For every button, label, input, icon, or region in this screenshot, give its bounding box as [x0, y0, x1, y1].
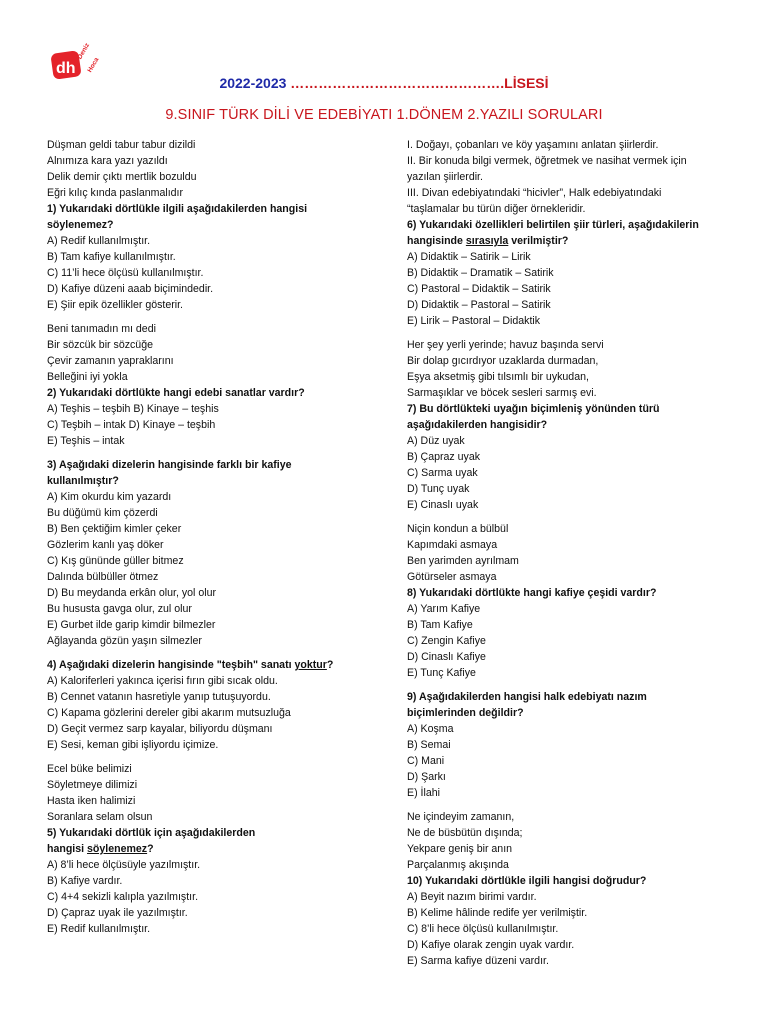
option: D) Kafiye olarak zengin uyak vardır.	[407, 939, 575, 951]
option: E) Tunç Kafiye	[407, 667, 476, 679]
option-line: E) Gurbet ilde garip kimdir bilmezler	[47, 619, 216, 631]
poem-line: Delik demir çıktı mertlik bozuldu	[47, 171, 197, 183]
option-line: Bu düğümü kim çözerdi	[47, 507, 158, 519]
option: A) Koşma	[407, 723, 454, 735]
question-7: 7) Bu dörtlükteki uyağın biçimleniş yönünden türü	[407, 403, 660, 415]
question-1: 1) Yukarıdaki dörtlükle ilgili aşağıdakilerden hangisi	[47, 203, 308, 215]
option: D) Çapraz uyak ile yazılmıştır.	[47, 907, 188, 919]
option: B) Semai	[407, 739, 451, 751]
poem-line: Ben yarimden ayrılmam	[407, 555, 519, 567]
statement-line: yazılan şiirlerdir.	[407, 171, 483, 183]
statement-line: II. Bir konuda bilgi vermek, öğretmek ve nasihat vermek için	[407, 155, 687, 167]
statement-line: III. Divan edebiyatındaki “hicivler”, Halk edebiyatındaki	[407, 187, 662, 199]
svg-text:Hoca: Hoca	[86, 56, 101, 74]
option-line: Gözlerim kanlı yaş döker	[47, 539, 164, 551]
school-year: 2022-2023	[219, 75, 287, 91]
poem-line: Söyletmeye dilimizi	[47, 779, 138, 791]
option: E) Şiir epik özellikler gösterir.	[47, 299, 183, 311]
option: B) Tam Kafiye	[407, 619, 473, 631]
poem-line: Bir sözcük bir sözcüğe	[47, 339, 153, 351]
poem-line: Ecel büke belimizi	[47, 763, 132, 775]
school-suffix: .LİSESİ	[500, 75, 549, 91]
option-line: Bu hususta gavga olur, zul olur	[47, 603, 192, 615]
option: D) Kafiye düzeni aaab biçimindedir.	[47, 283, 214, 295]
option: E) Lirik – Pastoral – Didaktik	[407, 315, 541, 327]
question-1-cont: söylenemez?	[47, 219, 114, 231]
poem-line: Ne de büsbütün dışında;	[407, 827, 523, 839]
option: C) 4+4 sekizli kalıpla yazılmıştır.	[47, 891, 199, 903]
question-9-cont: biçimlerinden değildir?	[407, 707, 524, 719]
option: D) Geçit vermez sarp kayalar, biliyordu düşmanı	[47, 723, 273, 735]
poem-line: Parçalanmış akışında	[407, 859, 509, 871]
option: E) Teşhis – intak	[47, 435, 125, 447]
poem-line: Çevir zamanın yapraklarını	[47, 355, 174, 367]
option: C) Zengin Kafiye	[407, 635, 486, 647]
option: D) Cinaslı Kafiye	[407, 651, 486, 663]
option: C) 8’li hece ölçüsü kullanılmıştır.	[407, 923, 559, 935]
school-name-blank: ………………………………………	[290, 75, 501, 91]
poem-line: Yekpare geniş bir anın	[407, 843, 513, 855]
statement-line: “taşlamalar bu türün diğer örnekleridir.	[407, 203, 586, 215]
school-year-header	[0, 75, 768, 91]
poem-line: Belleğini iyi yokla	[47, 371, 128, 383]
question-7-cont: aşağıdakilerden hangisidir?	[407, 419, 548, 431]
right-column	[407, 137, 699, 969]
option: E) Sarma kafiye düzeni vardır.	[407, 955, 549, 967]
option: C) Teşbih – intak D) Kinaye – teşbih	[47, 419, 216, 431]
poem-line: Ne içindeyim zamanın,	[407, 811, 515, 823]
poem-line: Götürseler asmaya	[407, 571, 497, 583]
option: D) Şarkı	[407, 771, 446, 783]
option: A) Kaloriferleri yakınca içerisi fırın gibi sıcak oldu.	[47, 675, 278, 687]
option: B) Tam kafiye kullanılmıştır.	[47, 251, 176, 263]
option: B) Didaktik – Dramatik – Satirik	[407, 267, 554, 279]
option: A) Yarım Kafiye	[407, 603, 481, 615]
option: A) Teşhis – teşbih B) Kinaye – teşhis	[47, 403, 219, 415]
option: B) Kafiye vardır.	[47, 875, 123, 887]
left-column	[47, 137, 333, 937]
option: D) Didaktik – Pastoral – Satirik	[407, 299, 551, 311]
question-9: 9) Aşağıdakilerden hangisi halk edebiyatı nazım	[407, 691, 647, 703]
poem-line: Beni tanımadın mı dedi	[47, 323, 156, 335]
option: B) Kelime hâlinde redife yer verilmiştir.	[407, 907, 588, 919]
question-2: 2) Yukarıdaki dörtlükte hangi edebi sanatlar vardır?	[47, 387, 305, 399]
option-line: B) Ben çektiğim kimler çeker	[47, 523, 182, 535]
option: A) Didaktik – Satirik – Lirik	[407, 251, 531, 263]
option-line: A) Kim okurdu kim yazardı	[47, 491, 172, 503]
option-line: Dalında bülbüller ötmez	[47, 571, 159, 583]
poem-line: Sarmaşıklar ve böcek sesleri sarmış evi.	[407, 387, 597, 399]
svg-text:Deniz: Deniz	[76, 42, 92, 61]
question-3-cont: kullanılmıştır?	[47, 475, 119, 487]
option: E) Redif kullanılmıştır.	[47, 923, 151, 935]
svg-text:dh: dh	[56, 60, 76, 77]
option: C) 11’li hece ölçüsü kullanılmıştır.	[47, 267, 204, 279]
poem-line: Düşman geldi tabur tabur dizildi	[47, 139, 196, 151]
option: E) Cinaslı uyak	[407, 499, 479, 511]
option: D) Tunç uyak	[407, 483, 470, 495]
option: C) Sarma uyak	[407, 467, 478, 479]
option: B) Çapraz uyak	[407, 451, 481, 463]
option: C) Pastoral – Didaktik – Satirik	[407, 283, 551, 295]
question-6: 6) Yukarıdaki özellikleri belirtilen şiir türleri, aşağıdakilerin	[407, 219, 699, 231]
option: C) Mani	[407, 755, 445, 767]
option-line: C) Kış gününde güller bitmez	[47, 555, 184, 567]
exam-title: 9.SINIF TÜRK DİLİ VE EDEBİYATI 1.DÖNEM 2.YAZILI SORULARI	[165, 107, 603, 123]
option: E) İlahi	[407, 787, 440, 799]
poem-line: Alnımıza kara yazı yazıldı	[47, 155, 168, 167]
option: E) Sesi, keman gibi işliyordu içimize.	[47, 739, 219, 751]
question-4: 4) Aşağıdaki dizelerin hangisinde "teşbih" sanatı yoktur?	[47, 659, 334, 671]
option: A) 8’li hece ölçüsüyle yazılmıştır.	[47, 859, 201, 871]
question-6-cont: hangisinde sırasıyla verilmiştir?	[407, 235, 569, 247]
option: C) Kapama gözlerini dereler gibi akarım mutsuzluğa	[47, 707, 291, 719]
poem-line: Niçin kondun a bülbül	[407, 523, 509, 535]
question-10: 10) Yukarıdaki dörtlükle ilgili hangisi doğrudur?	[407, 875, 647, 887]
question-5: 5) Yukarıdaki dörtlük için aşağıdakilerden	[47, 827, 256, 839]
poem-line: Hasta iken halimizi	[47, 795, 136, 807]
question-3: 3) Aşağıdaki dizelerin hangisinde farklı bir kafiye	[47, 459, 292, 471]
option-line: D) Bu meydanda erkân olur, yol olur	[47, 587, 216, 599]
question-5-cont: hangisi söylenemez?	[47, 843, 154, 855]
option: A) Düz uyak	[407, 435, 465, 447]
poem-line: Eğri kılıç kında paslanmalıdır	[47, 187, 184, 199]
poem-line: Eşya aksetmiş gibi tılsımlı bir uykudan,	[407, 371, 589, 383]
option: A) Beyit nazım birimi vardır.	[407, 891, 537, 903]
question-8: 8) Yukarıdaki dörtlükte hangi kafiye çeşidi vardır?	[407, 587, 657, 599]
option: A) Redif kullanılmıştır.	[47, 235, 151, 247]
poem-line: Her şey yerli yerinde; havuz başında servi	[407, 339, 604, 351]
poem-line: Soranlara selam olsun	[47, 811, 153, 823]
poem-line: Bir dolap gıcırdıyor uzaklarda durmadan,	[407, 355, 599, 367]
option: B) Cennet vatanın hasretiyle yanıp tutuşuyordu.	[47, 691, 271, 703]
option-line: Ağlayanda gözün yaşın silmezler	[47, 635, 202, 647]
poem-line: Kapımdaki asmaya	[407, 539, 498, 551]
statement-line: I. Doğayı, çobanları ve köy yaşamını anlatan şiirlerdir.	[407, 139, 659, 151]
